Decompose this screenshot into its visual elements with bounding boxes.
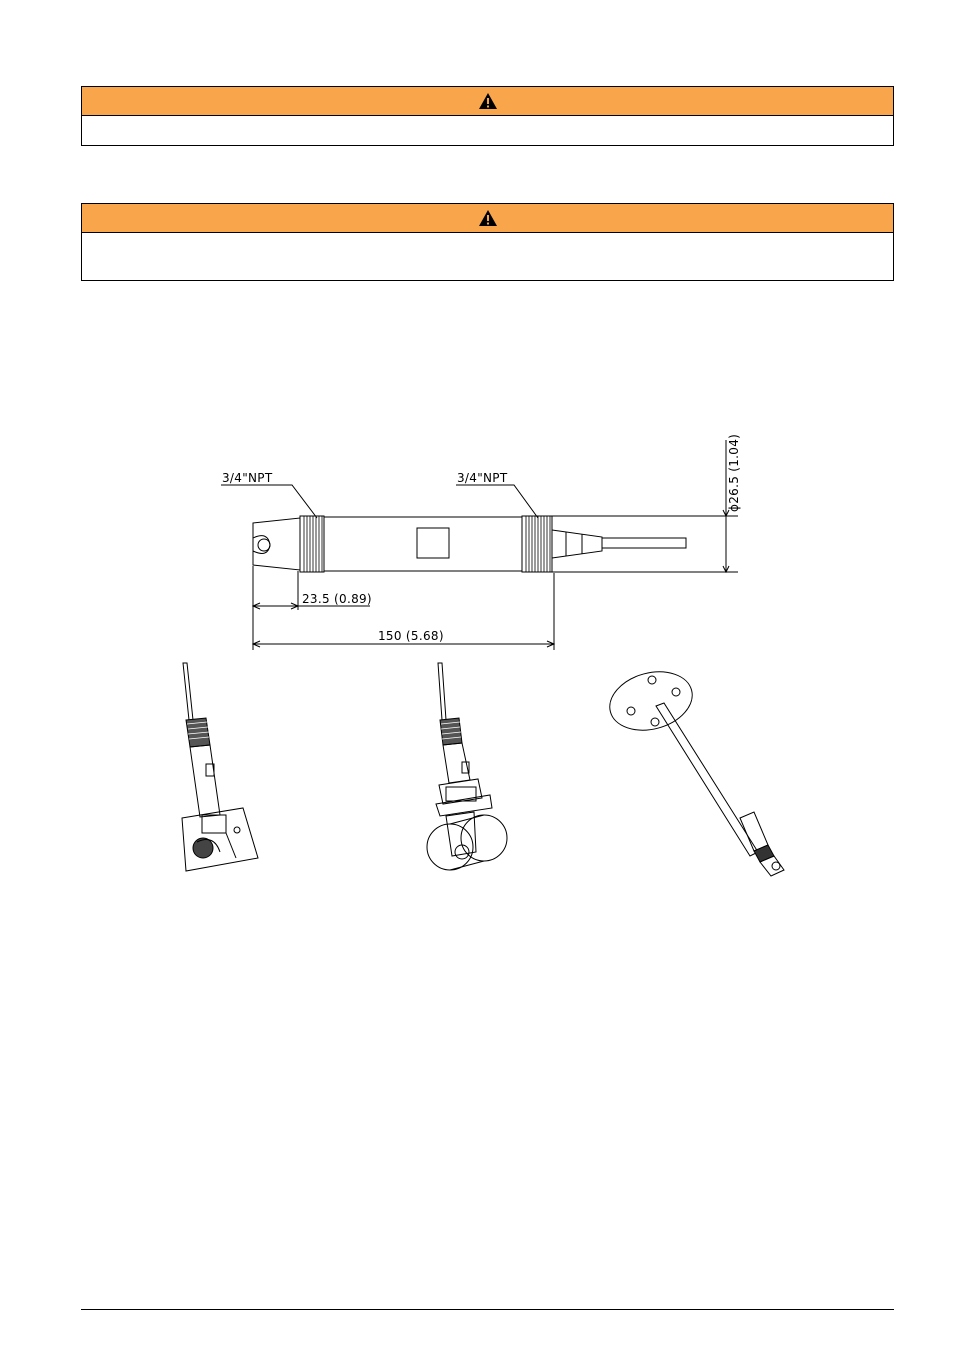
thread-label-right: 3/4"NPT xyxy=(457,471,508,485)
overall-length-label: 150 (5.68) xyxy=(378,629,444,643)
sensor-tee-mount-illustration xyxy=(427,663,507,870)
footer-rule xyxy=(81,1309,894,1310)
sensor-union-mount-illustration xyxy=(182,663,258,871)
short-length-label: 23.5 (0.89) xyxy=(302,592,372,606)
sensor-flange-illustration xyxy=(603,663,784,876)
diameter-label: ϕ26.5 (1.04) xyxy=(727,433,741,512)
thread-label-left: 3/4"NPT xyxy=(222,471,273,485)
